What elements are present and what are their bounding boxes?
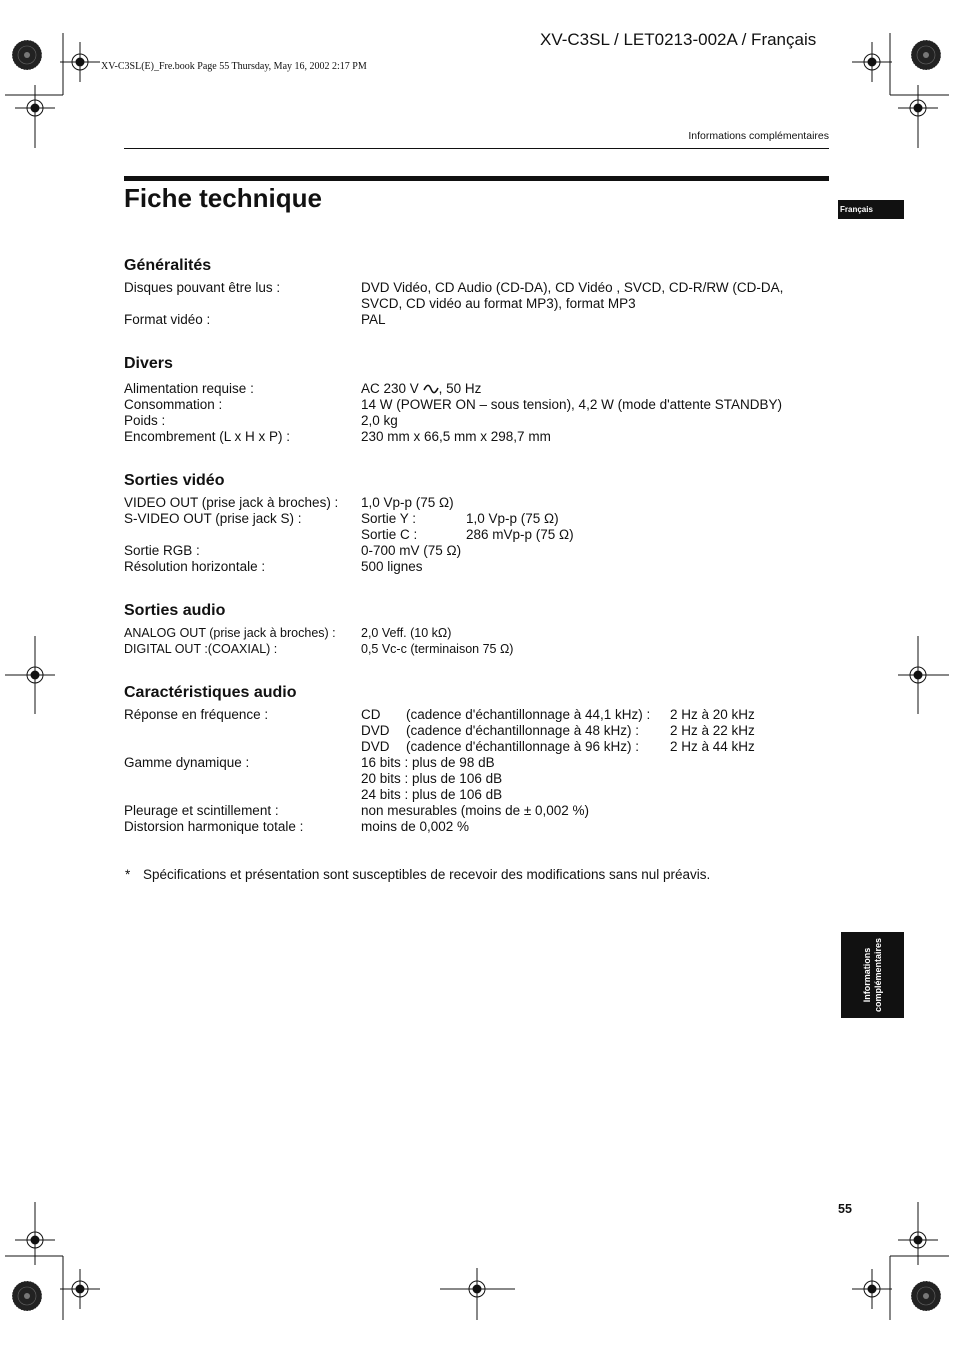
spec-label: Encombrement (L x H x P) : <box>124 429 291 444</box>
star-target-icon <box>911 1281 941 1311</box>
title-rule <box>124 176 829 181</box>
heading-sorties-audio: Sorties audio <box>124 602 226 619</box>
spec-value: 0,5 Vc-c (terminaison 75 Ω) <box>361 642 514 656</box>
side-tab-label: Informations complémentaires <box>862 937 883 1013</box>
sampling-rate: (cadence d'échantillonnage à 44,1 kHz) : <box>406 707 651 722</box>
sampling-rate: (cadence d'échantillonnage à 48 kHz) : <box>406 723 639 738</box>
spec-label: Disques pouvant être lus : <box>124 280 281 295</box>
spec-value: 1,0 Vp-p (75 Ω) <box>466 511 559 526</box>
spec-label: Gamme dynamique : <box>124 755 250 770</box>
spec-value: 0-700 mV (75 Ω) <box>361 543 462 558</box>
spec-value: 500 lignes <box>361 559 423 574</box>
spec-value: non mesurables (moins de ± 0,002 %) <box>361 803 590 818</box>
star-target-icon <box>12 1281 42 1311</box>
spec-value: 286 mVp-p (75 Ω) <box>466 527 574 542</box>
spec-label: Poids : <box>124 413 166 428</box>
spec-label: Alimentation requise : <box>124 381 254 396</box>
spec-sublabel: Sortie C : <box>361 527 418 542</box>
spec-sublabel: Sortie Y : <box>361 511 417 526</box>
document-header-title: XV-C3SL / LET0213-002A / Français <box>540 30 817 49</box>
star-target-icon <box>911 40 941 70</box>
spec-label: Résolution horizontale : <box>124 559 266 574</box>
registration-mark-icon <box>60 42 100 82</box>
spec-value: SVCD, CD vidéo au format MP3), format MP3 <box>361 296 636 311</box>
spec-value: moins de 0,002 % <box>361 819 470 834</box>
spec-value: 230 mm x 66,5 mm x 298,7 mm <box>361 429 551 444</box>
registration-mark-icon <box>852 1269 892 1309</box>
frequency-range: 2 Hz à 20 kHz <box>670 707 755 722</box>
heading-generalites: Généralités <box>124 257 212 274</box>
spec-value: 16 bits : plus de 98 dB <box>361 755 495 770</box>
spec-value: 20 bits : plus de 106 dB <box>361 771 503 786</box>
spec-label: Consommation : <box>124 397 223 412</box>
heading-sorties-video: Sorties vidéo <box>124 472 225 489</box>
header-rule <box>124 148 829 149</box>
section-label: Informations complémentaires <box>688 130 829 142</box>
spec-value: 1,0 Vp-p (75 Ω) <box>361 495 454 510</box>
spec-label: Sortie RGB : <box>124 543 200 558</box>
registration-mark-icon <box>60 1269 100 1309</box>
media-type: DVD <box>361 723 390 738</box>
sampling-rate: (cadence d'échantillonnage à 96 kHz) : <box>406 739 639 754</box>
heading-divers: Divers <box>124 355 173 372</box>
spec-value: 24 bits : plus de 106 dB <box>361 787 503 802</box>
footnote-text: Spécifications et présentation sont susceptibles de recevoir des modifications sans nul préavis. <box>143 867 711 882</box>
media-type: CD <box>361 707 381 722</box>
spec-label: DIGITAL OUT :(COAXIAL) : <box>124 642 278 656</box>
registration-mark-icon <box>852 42 892 82</box>
spec-label: Pleurage et scintillement : <box>124 803 279 818</box>
heading-caracteristiques-audio: Caractéristiques audio <box>124 684 297 701</box>
language-tab: Français <box>838 200 904 219</box>
spec-value: DVD Vidéo, CD Audio (CD-DA), CD Vidéo , SVCD, CD-R/RW (CD-DA, <box>361 280 784 295</box>
frequency-range: 2 Hz à 44 kHz <box>670 739 755 754</box>
spec-label: ANALOG OUT (prise jack à broches) : <box>124 626 336 640</box>
footnote-marker: * <box>125 867 131 882</box>
book-file-info: XV-C3SL(E)_Fre.book Page 55 Thursday, May 16, 2002 2:17 PM <box>101 61 367 72</box>
spec-value: AC 230 V , 50 Hz <box>361 381 482 396</box>
spec-value: PAL <box>361 312 386 327</box>
spec-label: S-VIDEO OUT (prise jack S) : <box>124 511 302 526</box>
spec-label: Distorsion harmonique totale : <box>124 819 304 834</box>
star-target-icon <box>12 40 42 70</box>
frequency-range: 2 Hz à 22 kHz <box>670 723 755 738</box>
spec-label: Format vidéo : <box>124 312 211 327</box>
spec-value: 2,0 kg <box>361 413 398 428</box>
page-title: Fiche technique <box>124 183 322 213</box>
side-thumb-tab <box>841 932 904 1018</box>
spec-value: 2,0 Veff. (10 kΩ) <box>361 626 452 640</box>
spec-label: VIDEO OUT (prise jack à broches) : <box>124 495 339 510</box>
page-number: 55 <box>838 1202 852 1216</box>
spec-label: Réponse en fréquence : <box>124 707 269 722</box>
media-type: DVD <box>361 739 390 754</box>
ac-wave-icon <box>423 384 439 394</box>
spec-value: 14 W (POWER ON – sous tension), 4,2 W (mode d'attente STANDBY) <box>361 397 782 412</box>
